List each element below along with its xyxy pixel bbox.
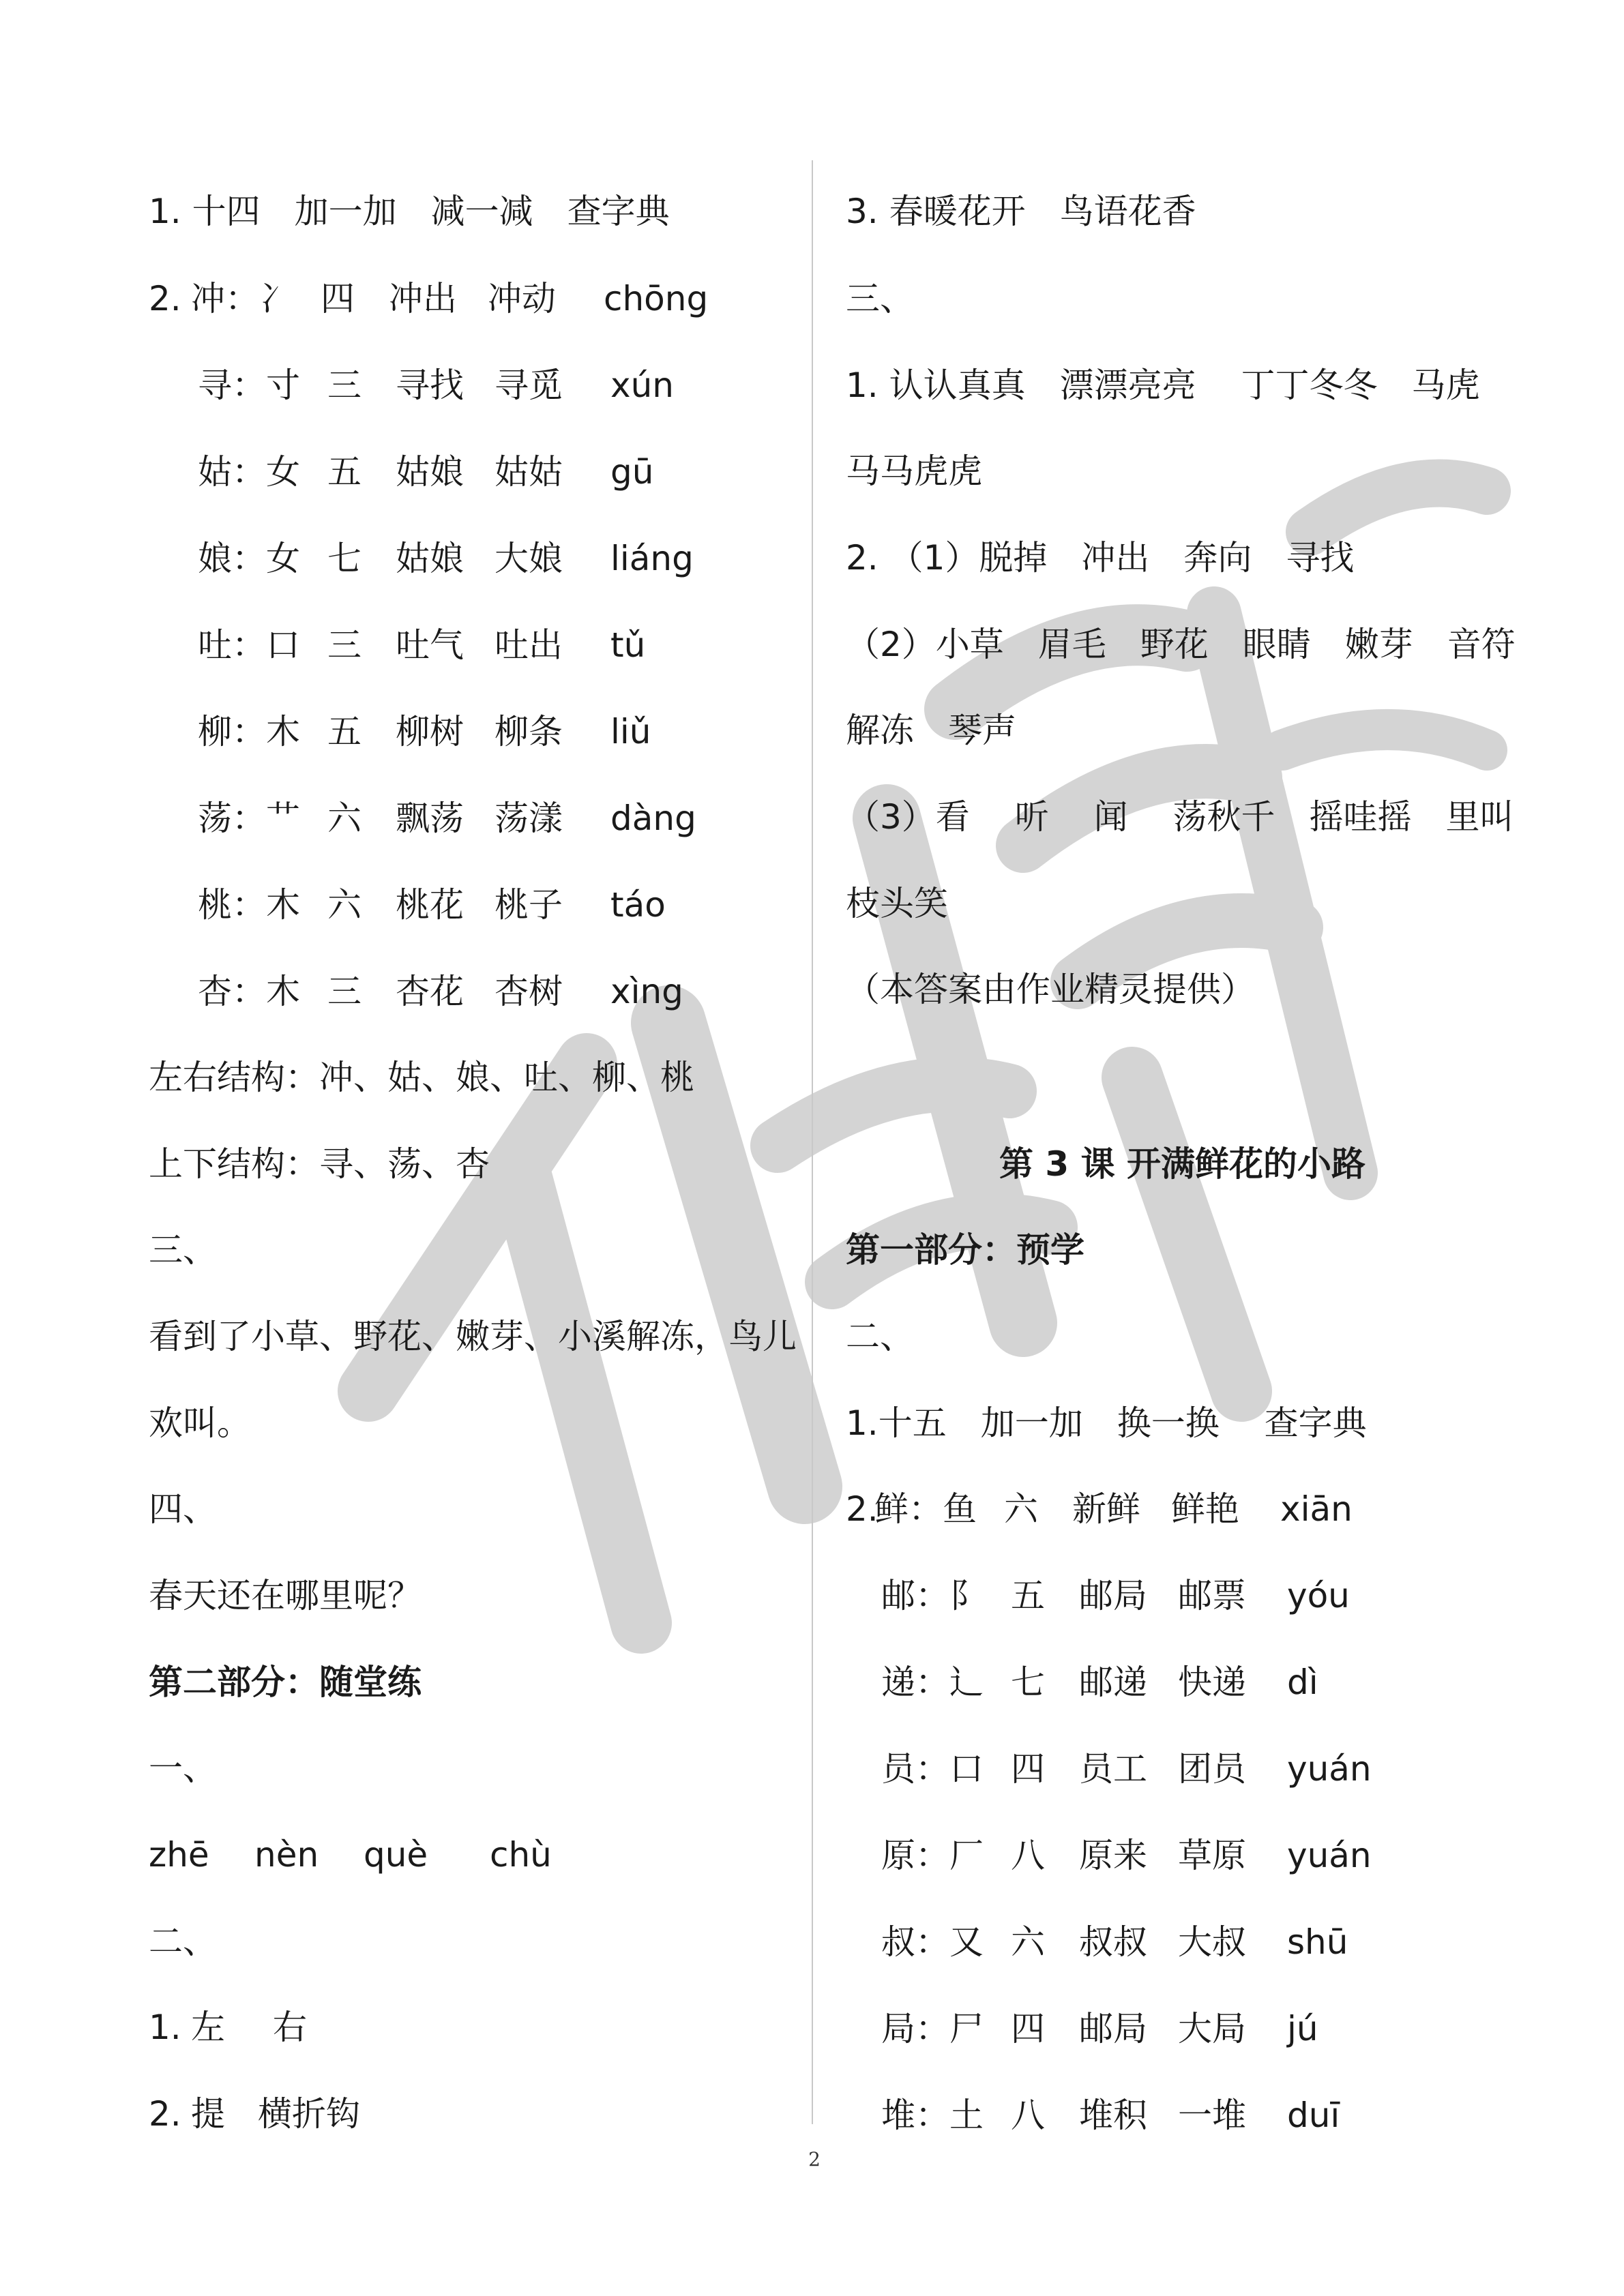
pinyin-word: nèn <box>254 1835 319 1875</box>
stroke-count: 六 <box>327 799 361 838</box>
char-radical: 荡：艹 <box>198 799 300 838</box>
pinyin-word: chù <box>490 1835 552 1875</box>
answer-line: 1.十五 加一加 换一换 查字典 <box>846 1403 1367 1443</box>
stroke-count: 四 <box>1011 1749 1045 1789</box>
answer-line: 春天还在哪里呢？ <box>149 1576 422 1615</box>
char-radical: 吐：口 <box>198 625 300 665</box>
stroke-count: 八 <box>1011 2096 1045 2135</box>
word-2: 团员 <box>1178 1749 1246 1789</box>
list-number: 2. <box>149 279 181 318</box>
answer-line: 欢叫。 <box>149 1403 251 1443</box>
section-heading: 二、 <box>846 1317 914 1356</box>
word-2: 杏树 <box>494 972 563 1011</box>
char-pinyin: liǔ <box>610 712 651 751</box>
answer-line: 枝头笑 <box>846 884 948 923</box>
char-pinyin: gū <box>610 452 654 492</box>
char-pinyin: yuán <box>1287 1836 1372 1875</box>
pinyin-word: zhē <box>149 1835 209 1875</box>
answer-word: 左 <box>191 2008 225 2047</box>
stroke-count: 六 <box>327 885 361 925</box>
char-pinyin: duī <box>1287 2096 1340 2135</box>
word-1: 杏花 <box>396 972 464 1011</box>
word-1: 堆积 <box>1079 2096 1147 2135</box>
stroke-count: 六 <box>1011 1922 1045 1962</box>
structure-tb: 上下结构：寻、荡、杏 <box>149 1144 490 1184</box>
char-radical: 桃：木 <box>198 885 300 925</box>
lesson-title: 第 3 课 开满鲜花的小路 <box>999 1144 1366 1184</box>
word-2: 大局 <box>1178 2009 1246 2048</box>
word-2: 邮票 <box>1178 1576 1246 1615</box>
column-divider <box>812 160 813 2124</box>
char-radical: 邮：阝 <box>881 1576 984 1615</box>
word-1: 员工 <box>1079 1749 1147 1789</box>
word-2: 快递 <box>1178 1663 1246 1702</box>
section-heading: 三、 <box>846 279 914 318</box>
stroke-count: 六 <box>1004 1489 1038 1529</box>
stroke-count: 五 <box>1011 1576 1045 1615</box>
char-pinyin: yuán <box>1287 1749 1372 1789</box>
word-1: 邮局 <box>1079 2009 1147 2048</box>
list-number: 1. <box>149 2008 181 2047</box>
word-1: 姑娘 <box>396 539 464 578</box>
stroke-count: 三 <box>327 366 361 405</box>
char-radical: 冲：冫 <box>191 279 293 318</box>
word-2: 草原 <box>1178 1836 1246 1875</box>
char-radical: 姑：女 <box>198 452 300 492</box>
char-radical: 原：厂 <box>881 1836 984 1875</box>
answer-line: 解冻 琴声 <box>846 711 1016 750</box>
char-pinyin: xún <box>610 366 674 405</box>
word-2: 姑姑 <box>494 452 563 492</box>
word-2: 荡漾 <box>494 799 563 838</box>
section-heading: 四、 <box>149 1489 217 1529</box>
stroke-count: 三 <box>327 625 361 665</box>
stroke-count: 七 <box>327 539 361 578</box>
char-pinyin: táo <box>610 885 666 925</box>
list-number: 2. <box>149 2094 181 2134</box>
char-pinyin: liáng <box>610 539 694 578</box>
char-pinyin: jú <box>1287 2009 1318 2048</box>
word-1: 叔叔 <box>1079 1922 1147 1962</box>
char-pinyin: yóu <box>1287 1576 1350 1615</box>
pinyin-word: què <box>364 1835 428 1875</box>
word-2: 大娘 <box>494 539 563 578</box>
word-2: 桃子 <box>494 885 563 925</box>
char-radical: 堆：土 <box>881 2096 984 2135</box>
stroke-count: 五 <box>327 712 361 751</box>
section-heading: 一、 <box>149 1748 217 1788</box>
stroke-count: 三 <box>327 972 361 1011</box>
answer-word: 提 <box>191 2094 225 2134</box>
word-1: 桃花 <box>396 885 464 925</box>
char-radical: 鲜：鱼 <box>874 1489 977 1529</box>
word-1: 原来 <box>1079 1836 1147 1875</box>
char-radical: 杏：木 <box>198 972 300 1011</box>
word-1: 邮局 <box>1079 1576 1147 1615</box>
word-2: 鲜艳 <box>1171 1489 1239 1529</box>
char-pinyin: dì <box>1287 1663 1318 1702</box>
word-1: 吐气 <box>396 625 464 665</box>
part-heading: 第二部分：随堂练 <box>149 1663 422 1702</box>
page-number: 2 <box>808 2148 821 2171</box>
answer-line: 马马虎虎 <box>846 451 982 491</box>
section-heading: 三、 <box>149 1230 217 1270</box>
part-heading: 第一部分：预学 <box>846 1230 1084 1270</box>
source-note: （本答案由作业精灵提供） <box>846 970 1255 1009</box>
stroke-count: 八 <box>1011 1836 1045 1875</box>
word-1: 邮递 <box>1079 1663 1147 1702</box>
word-2: 寻觅 <box>494 366 563 405</box>
answer-line: （2）小草 眉毛 野花 眼睛 嫩芽 音符 <box>846 625 1516 664</box>
char-radical: 局：尸 <box>881 2009 984 2048</box>
char-pinyin: chōng <box>604 279 709 318</box>
answer-line: 1. 十四 加一加 减一减 查字典 <box>149 192 670 231</box>
word-1: 新鲜 <box>1072 1489 1140 1529</box>
char-pinyin: shū <box>1287 1922 1348 1962</box>
word-1: 飘荡 <box>396 799 464 838</box>
char-radical: 递：辶 <box>881 1663 984 1702</box>
stroke-count: 四 <box>1011 2009 1045 2048</box>
char-radical: 叔：又 <box>881 1922 984 1962</box>
list-number: 2. <box>846 1489 879 1529</box>
char-radical: 寻：寸 <box>198 366 300 405</box>
word-2: 一堆 <box>1178 2096 1246 2135</box>
char-pinyin: xìng <box>610 972 683 1011</box>
word-2: 柳条 <box>494 712 563 751</box>
word-1: 冲出 <box>389 279 457 318</box>
answer-word: 横折钩 <box>258 2094 360 2134</box>
answer-line: （3）看 听 闻 荡秋千 摇哇摇 里叫 <box>846 797 1514 837</box>
word-1: 姑娘 <box>396 452 464 492</box>
char-radical: 员：口 <box>881 1749 984 1789</box>
section-heading: 二、 <box>149 1922 217 1961</box>
stroke-count: 五 <box>327 452 361 492</box>
char-radical: 柳：木 <box>198 712 300 751</box>
char-radical: 娘：女 <box>198 539 300 578</box>
stroke-count: 七 <box>1011 1663 1045 1702</box>
char-pinyin: tǔ <box>610 625 646 665</box>
answer-line: 2. （1）脱掉 冲出 奔向 寻找 <box>846 538 1355 578</box>
answer-word: 右 <box>273 2008 307 2047</box>
word-2: 冲动 <box>488 279 556 318</box>
word-2: 吐出 <box>494 625 563 665</box>
word-1: 寻找 <box>396 366 464 405</box>
structure-lr: 左右结构：冲、姑、娘、吐、柳、桃 <box>149 1058 694 1097</box>
answer-line: 看到了小草、野花、嫩芽、小溪解冻，鸟儿 <box>149 1317 797 1356</box>
stroke-count: 四 <box>321 279 355 318</box>
answer-line: 1. 认认真真 漂漂亮亮 丁丁冬冬 马虎 <box>846 366 1480 405</box>
char-pinyin: dàng <box>610 799 696 838</box>
word-2: 大叔 <box>1178 1922 1246 1962</box>
word-1: 柳树 <box>396 712 464 751</box>
answer-line: 3. 春暖花开 鸟语花香 <box>846 192 1196 231</box>
char-pinyin: xiān <box>1280 1489 1353 1529</box>
